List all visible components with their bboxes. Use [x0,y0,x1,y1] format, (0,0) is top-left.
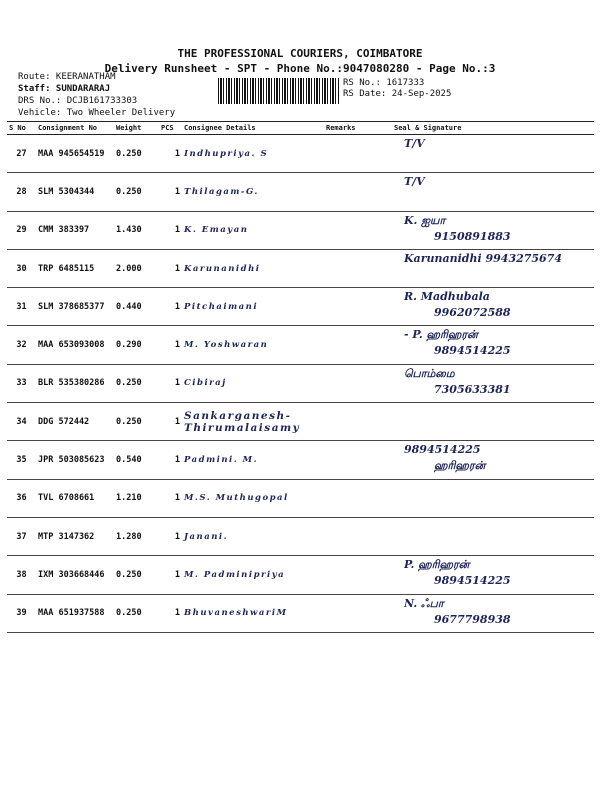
table-row [7,594,594,632]
row-remarks [324,479,374,517]
row-signature [374,173,594,211]
signature-text: N. ஃபா [404,596,444,610]
row-remarks [324,249,374,287]
row-pcs: 1 [159,556,182,594]
signature-text: T/V [404,175,425,189]
table-row [7,556,594,594]
vehicle-label: Vehicle: Two Wheeler Delivery [18,108,176,118]
row-consignment: SLM 5304344 [36,173,114,211]
row-pcs: 1 [159,211,182,249]
row-consignee: M.S. Muthugopal [182,479,324,517]
row-weight: 1.280 [114,517,159,555]
row-consignee: M. Padminipriya [182,556,324,594]
row-weight: 0.250 [114,135,159,173]
signature-text: - P. ஹரிஹரன் [404,328,478,342]
column-pcs: PCS [159,122,182,135]
column-weight: Weight [114,122,159,135]
row-consignment: MAA 945654519 [36,135,114,173]
row-remarks [324,441,374,479]
staff-label: Staff: SUNDARARAJ [18,84,111,94]
row-remarks [324,135,374,173]
row-sno: 39 [7,594,36,632]
row-consignment: MAA 653093008 [36,326,114,364]
row-signature [374,556,594,594]
table-row [7,249,594,287]
row-consignee: Pitchaimani [182,288,324,326]
row-weight: 0.250 [114,594,159,632]
row-pcs: 1 [159,173,182,211]
row-pcs: 1 [159,441,182,479]
table-row [7,479,594,517]
table-row [7,288,594,326]
signature-phone: 9150891883 [434,229,511,243]
signature-text: T/V [404,137,425,150]
row-consignment: MAA 651937588 [36,594,114,632]
row-weight: 0.250 [114,556,159,594]
table-body [7,135,594,633]
signature-text: பொம்மை [404,366,455,380]
signature-phone: 9962072588 [434,306,511,320]
row-remarks [324,517,374,555]
row-sno: 30 [7,249,36,287]
row-signature [374,364,594,402]
route-label: Route: KEERANATHAM [18,72,116,82]
row-sno: 32 [7,326,36,364]
row-signature [374,135,594,173]
row-weight: 0.250 [114,403,159,441]
row-sno: 38 [7,556,36,594]
row-pcs: 1 [159,594,182,632]
row-sno: 28 [7,173,36,211]
column-sno: S No [7,122,36,135]
row-pcs: 1 [159,326,182,364]
runsheet-table [7,121,594,633]
row-weight: 0.250 [114,364,159,402]
row-weight: 2.000 [114,249,159,287]
row-pcs: 1 [159,288,182,326]
signature-text: R. Madhubala [404,290,490,304]
table-row [7,211,594,249]
row-signature [374,211,594,249]
table-row [7,517,594,555]
row-consignee: Thilagam-G. [182,173,324,211]
table-row [7,173,594,211]
table-row [7,135,594,173]
row-pcs: 1 [159,517,182,555]
row-remarks [324,288,374,326]
company-title: THE PROFESSIONAL COURIERS, COIMBATORE [177,47,423,60]
row-consignee: Janani. [182,517,324,555]
row-remarks [324,556,374,594]
column-consignee: Consignee Details [182,122,324,135]
table-row [7,441,594,479]
row-consignment: CMM 383397 [36,211,114,249]
row-consignment: BLR 535380286 [36,364,114,402]
row-sno: 35 [7,441,36,479]
rs-number: RS No.: 1617333 [343,78,425,88]
row-remarks [324,364,374,402]
row-sno: 34 [7,403,36,441]
barcode [218,78,340,104]
signature-phone: ஹரிஹரன் [434,459,486,473]
runsheet-subtitle: Delivery Runsheet - SPT - Phone No.:9047080280 - Page No.:3 [104,62,496,75]
row-signature [374,326,594,364]
signature-text: Karunanidhi 9943275674 [404,251,563,265]
signature-phone: 7305633381 [434,382,511,396]
row-remarks [324,403,374,441]
table-row [7,403,594,441]
row-consignment: DDG 572442 [36,403,114,441]
row-remarks [324,211,374,249]
row-consignee: Sankarganesh- Thirumalaisamy [182,403,324,441]
row-sno: 29 [7,211,36,249]
signature-phone: 9677798938 [434,612,511,626]
row-signature [374,594,594,632]
row-weight: 0.540 [114,441,159,479]
row-consignment: JPR 503085623 [36,441,114,479]
row-signature [374,288,594,326]
row-pcs: 1 [159,364,182,402]
row-consignee: BhuvaneshwariM [182,594,324,632]
row-consignment: MTP 3147362 [36,517,114,555]
row-consignee: Karunanidhi [182,249,324,287]
row-sno: 33 [7,364,36,402]
row-pcs: 1 [159,479,182,517]
row-signature [374,403,594,441]
column-seal-signature: Seal & Signature [374,122,594,135]
signature-text: 9894514225 [404,443,481,457]
row-consignment: TRP 6485115 [36,249,114,287]
row-consignee: M. Yoshwaran [182,326,324,364]
row-consignee: Indhupriya. S [182,135,324,173]
row-sno: 31 [7,288,36,326]
row-sno: 27 [7,135,36,173]
row-remarks [324,326,374,364]
row-signature [374,517,594,555]
row-sno: 36 [7,479,36,517]
row-consignee: Padmini. M. [182,441,324,479]
row-consignment: TVL 6708661 [36,479,114,517]
row-sno: 37 [7,517,36,555]
row-pcs: 1 [159,403,182,441]
row-consignment: SLM 378685377 [36,288,114,326]
row-signature [374,249,594,287]
column-remarks: Remarks [324,122,374,135]
row-consignee: K. Emayan [182,211,324,249]
rs-date: RS Date: 24-Sep-2025 [343,89,452,99]
row-weight: 1.430 [114,211,159,249]
signature-phone: 9894514225 [434,574,511,588]
row-weight: 0.290 [114,326,159,364]
row-pcs: 1 [159,135,182,173]
row-consignee: Cibiraj [182,364,324,402]
row-weight: 0.250 [114,173,159,211]
column-consignment: Consignment No [36,122,114,135]
signature-phone: 9894514225 [434,344,511,358]
signature-text: K. ஐயா [404,213,446,227]
drs-label: DRS No.: DCJB161733303 [18,96,138,106]
table-header-row [7,122,594,135]
row-signature [374,441,594,479]
row-weight: 0.440 [114,288,159,326]
row-weight: 1.210 [114,479,159,517]
row-remarks [324,173,374,211]
table-row [7,364,594,402]
row-signature [374,479,594,517]
table-row [7,326,594,364]
row-remarks [324,594,374,632]
row-consignment: IXM 303668446 [36,556,114,594]
signature-text: P. ஹரிஹரன் [404,558,470,572]
row-pcs: 1 [159,249,182,287]
